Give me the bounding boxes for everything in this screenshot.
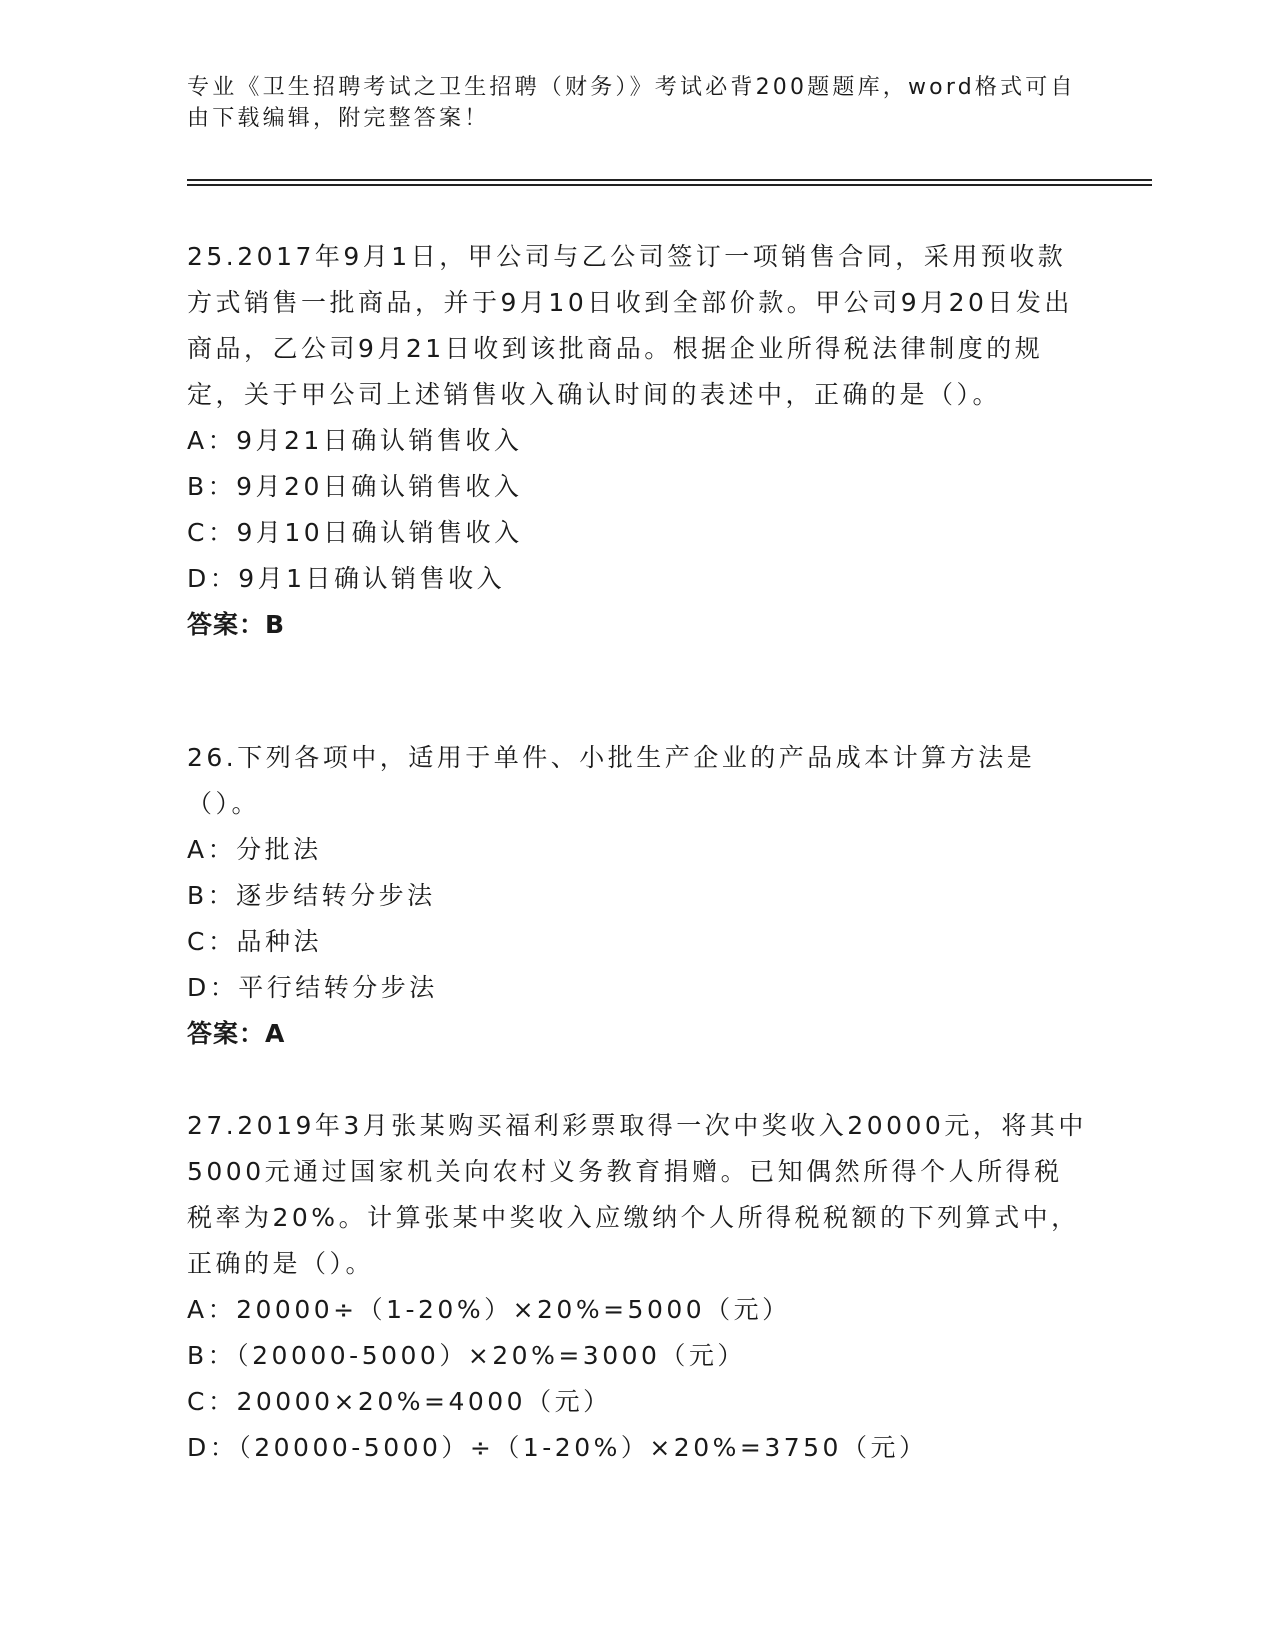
option-c: C：9月10日确认销售收入 bbox=[187, 518, 523, 547]
document-header: 专业《卫生招聘考试之卫生招聘（财务）》考试必背200题题库，word格式可自由下载编辑，附完整答案！ bbox=[187, 75, 1076, 131]
option-a: A：9月21日确认销售收入 bbox=[187, 426, 523, 455]
question-stem: 26.下列各项中，适用于单件、小批生产企业的产品成本计算方法是（）。 bbox=[187, 743, 1036, 818]
option-b: B：（20000-5000）×20%=3000（元） bbox=[187, 1341, 746, 1370]
option-d: D：（20000-5000）÷（1-20%）×20%=3750（元） bbox=[187, 1433, 928, 1462]
option-c: C：20000×20%=4000（元） bbox=[187, 1387, 612, 1416]
option-list bbox=[187, 418, 1087, 602]
option-a: A：分批法 bbox=[187, 835, 322, 864]
option-list bbox=[187, 1287, 1087, 1471]
header-divider bbox=[187, 179, 1152, 186]
option-b: B：9月20日确认销售收入 bbox=[187, 472, 523, 501]
question-26 bbox=[187, 735, 1087, 1057]
question-stem: 27.2019年3月张某购买福利彩票取得一次中奖收入20000元，将其中5000元通过国家机关向农村义务教育捐赠。已知偶然所得个人所得税税率为20%。计算张某中奖收入应缴纳个人所得税税额的下列算式中，正确的是（）。 bbox=[187, 1111, 1087, 1278]
answer-label: 答案：B bbox=[187, 610, 286, 639]
option-c: C：品种法 bbox=[187, 927, 322, 956]
question-stem: 25.2017年9月1日，甲公司与乙公司签订一项销售合同，采用预收款方式销售一批商品，并于9月10日收到全部价款。甲公司9月20日发出商品，乙公司9月21日收到该批商品。根据企业所得税法律制度的规定，关于甲公司上述销售收入确认时间的表述中，正确的是（）。 bbox=[187, 242, 1073, 409]
option-list bbox=[187, 827, 1087, 1011]
option-b: B：逐步结转分步法 bbox=[187, 881, 436, 910]
option-d: D：平行结转分步法 bbox=[187, 973, 438, 1002]
answer-label: 答案：A bbox=[187, 1019, 286, 1048]
question-25 bbox=[187, 234, 1087, 648]
option-a: A：20000÷（1-20%）×20%=5000（元） bbox=[187, 1295, 791, 1324]
option-d: D：9月1日确认销售收入 bbox=[187, 564, 506, 593]
question-27 bbox=[187, 1103, 1087, 1471]
